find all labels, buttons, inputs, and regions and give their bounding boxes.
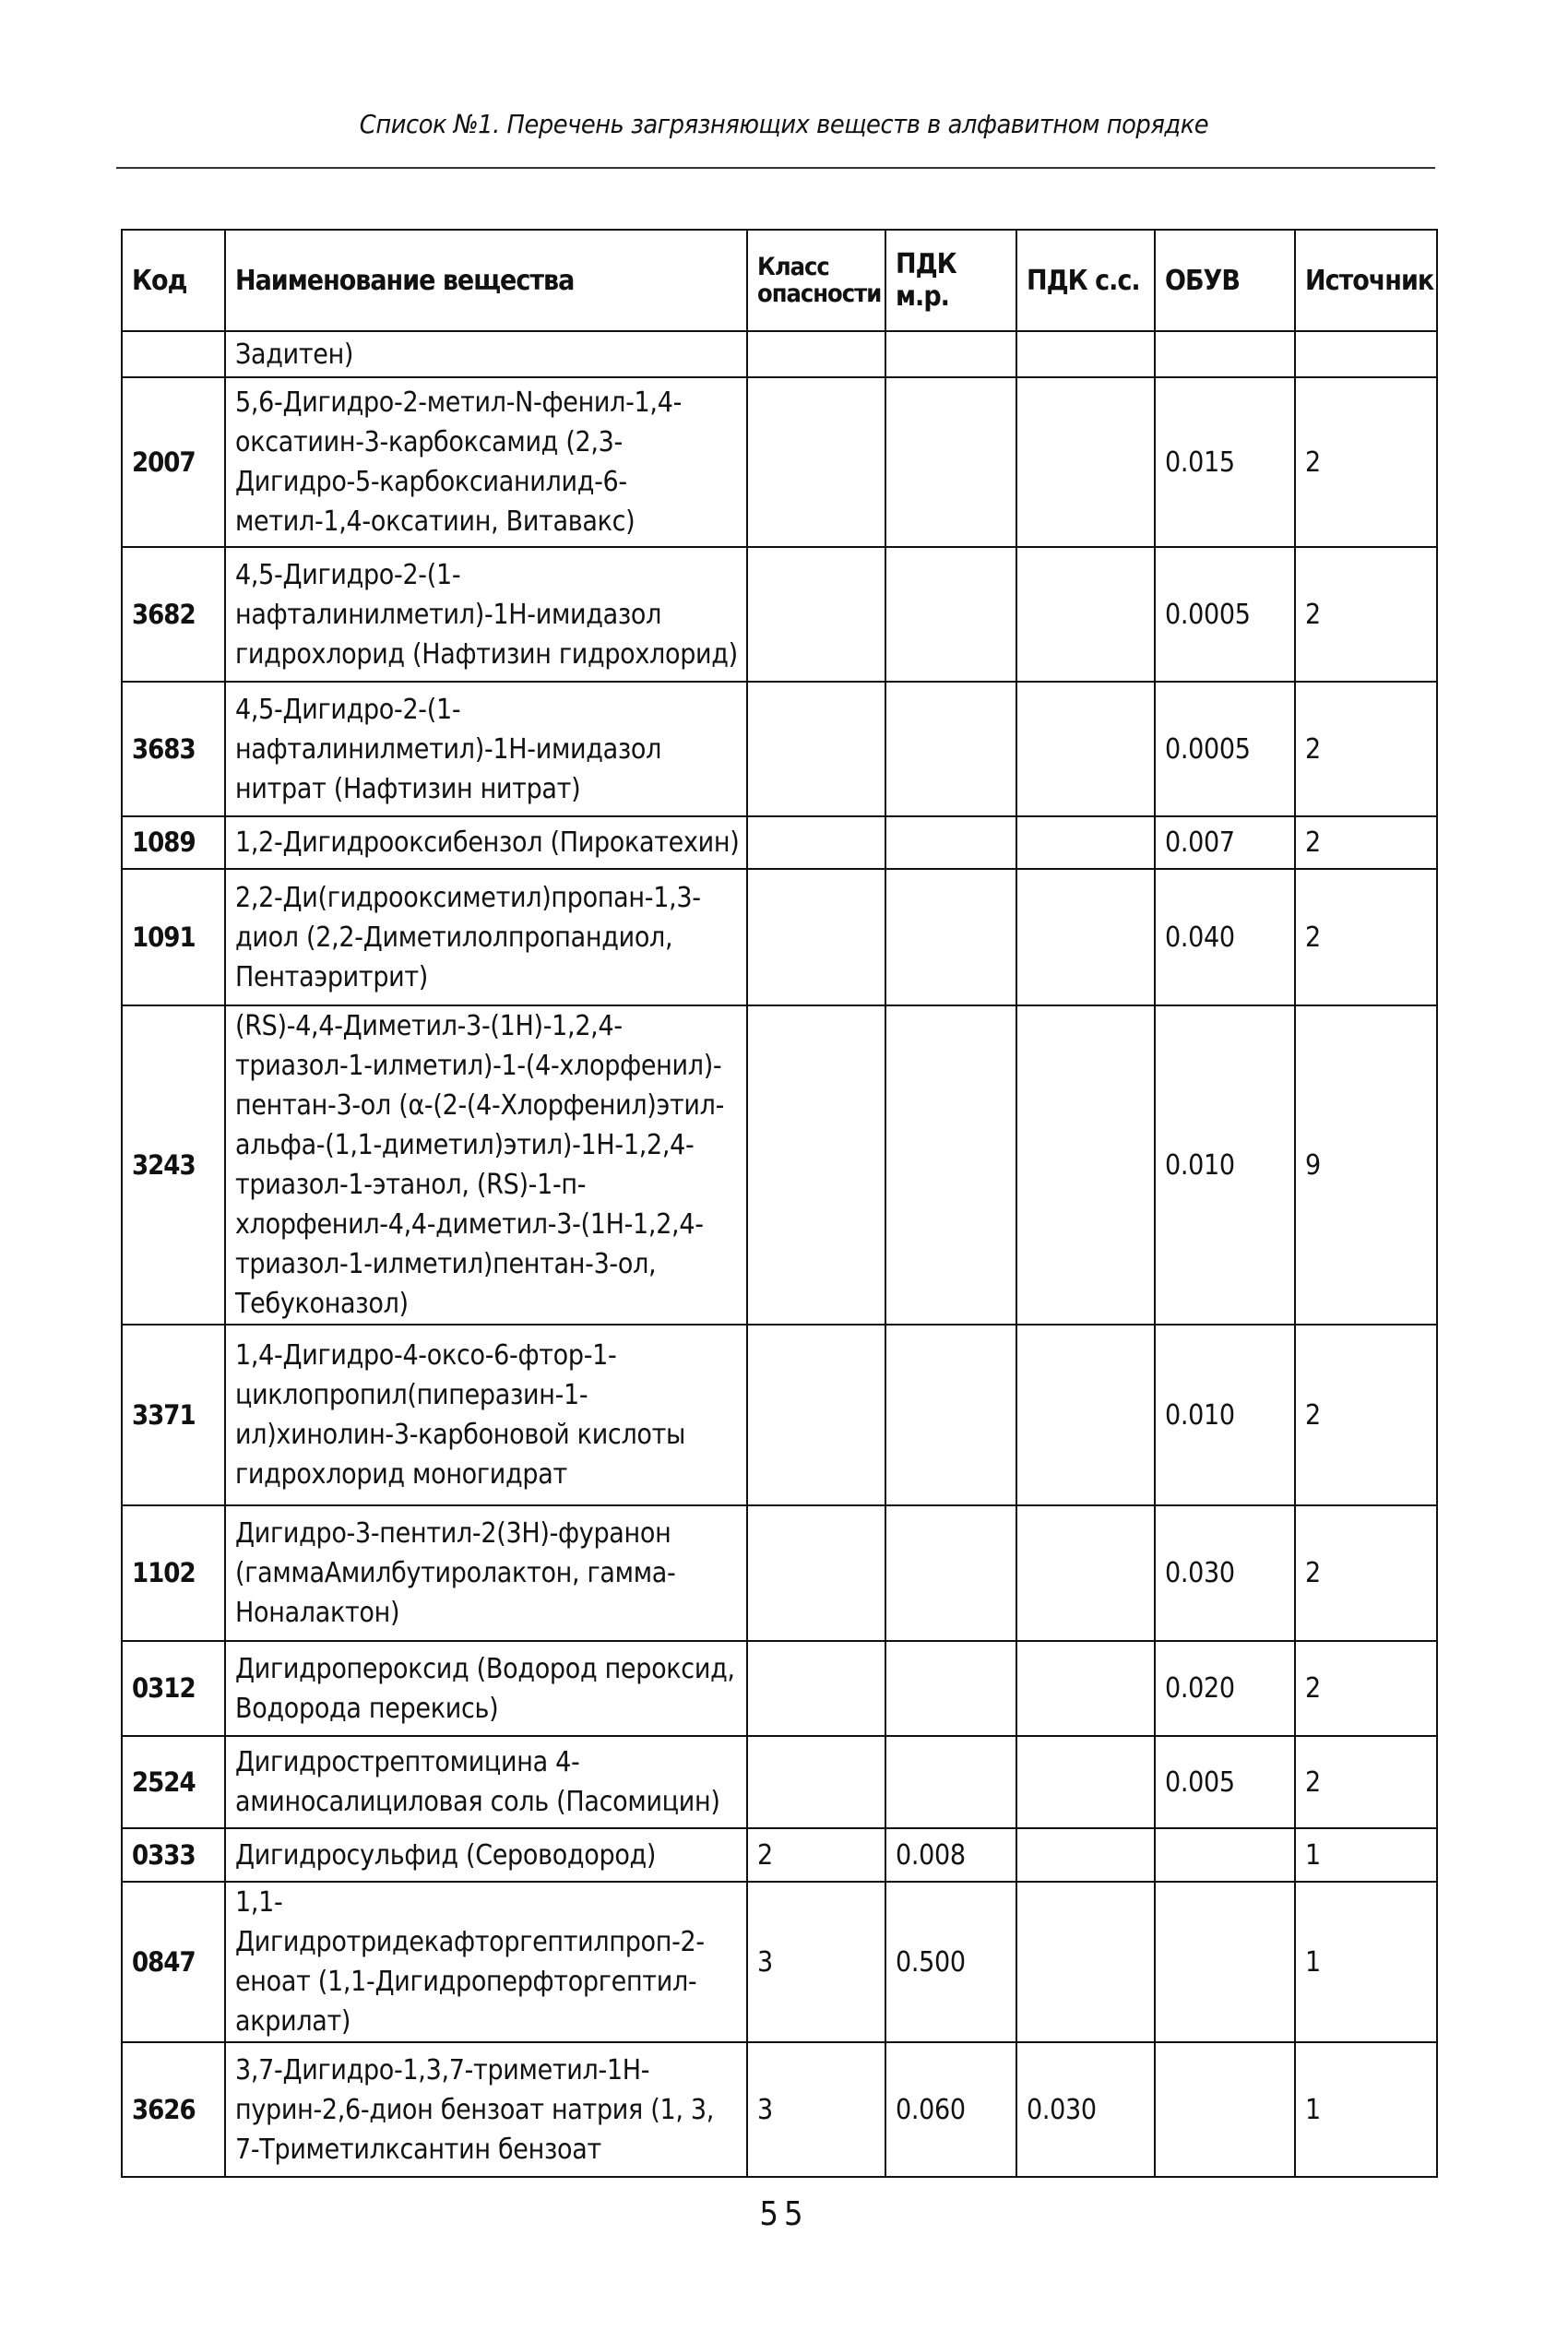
table-row xyxy=(122,1325,1437,1505)
row-source: 1 xyxy=(1295,1828,1437,1882)
row-code: 2524 xyxy=(122,1736,225,1828)
row-code: 0847 xyxy=(122,1882,225,2042)
row-pdk-ss xyxy=(1016,547,1155,682)
table-row xyxy=(122,1736,1437,1828)
row-pdk-ss xyxy=(1016,1736,1155,1828)
table-row xyxy=(122,1005,1437,1325)
row-class xyxy=(747,816,885,869)
table-row xyxy=(122,816,1437,869)
row-source: 2 xyxy=(1295,816,1437,869)
col-header-code: Код xyxy=(122,230,225,331)
row-source: 2 xyxy=(1295,1736,1437,1828)
row-class xyxy=(747,331,885,377)
row-code: 2007 xyxy=(122,377,225,547)
row-pdk-mr xyxy=(885,816,1016,869)
row-class: 3 xyxy=(747,2042,885,2177)
row-obuv xyxy=(1155,1882,1295,2042)
col-header-obuv: ОБУВ xyxy=(1155,230,1295,331)
row-name: Дигидро-3-пентил-2(3Н)-фуранон (гаммаАмилбутиролактон, гамма-Ноналактон) xyxy=(225,1505,747,1641)
row-obuv: 0.015 xyxy=(1155,377,1295,547)
row-class: 2 xyxy=(747,1828,885,1882)
row-pdk-ss xyxy=(1016,816,1155,869)
row-name: 3,7-Дигидро-1,3,7-триметил-1Н-пурин-2,6-дион бензоат натрия (1, 3, 7-Триметилксантин бензоат xyxy=(225,2042,747,2177)
row-class xyxy=(747,1325,885,1505)
row-class xyxy=(747,1005,885,1325)
header-rule xyxy=(116,167,1435,169)
row-source: 2 xyxy=(1295,869,1437,1005)
row-source: 2 xyxy=(1295,547,1437,682)
row-pdk-mr xyxy=(885,1641,1016,1736)
row-class: 3 xyxy=(747,1882,885,2042)
row-code xyxy=(122,331,225,377)
row-obuv: 0.010 xyxy=(1155,1005,1295,1325)
row-name: 1,4-Дигидро-4-оксо-6-фтор-1-циклопропил(пиперазин-1-ил)хинолин-3-карбоновой кислоты гидрохлорид моногидрат xyxy=(225,1325,747,1505)
row-pdk-ss xyxy=(1016,331,1155,377)
col-header-class xyxy=(747,230,885,331)
row-obuv: 0.030 xyxy=(1155,1505,1295,1641)
row-source: 2 xyxy=(1295,1505,1437,1641)
row-name: (RS)-4,4-Диметил-3-(1Н)-1,2,4-триазол-1-илметил)-1-(4-хлорфенил)-пентан-3-ол (α-(2-(4-Хлорфенил)этил-альфа-(1,1-диметил)этил)-1Н-1,2,4-триазол-1-этанол, (RS)-1-п-хлорфенил-4,4-диметил-3-(1Н-1,2,4-триазол-1-илметил)пентан-3-ол, Тебуконазол) xyxy=(225,1005,747,1325)
table-row xyxy=(122,869,1437,1005)
row-source: 2 xyxy=(1295,1641,1437,1736)
row-name: 1,2-Дигидрооксибензол (Пирокатехин) xyxy=(225,816,747,869)
row-obuv: 0.005 xyxy=(1155,1736,1295,1828)
row-code: 3683 xyxy=(122,682,225,816)
row-name: 2,2-Ди(гидрооксиметил)пропан-1,3-диол (2,2-Диметилолпропандиол, Пентаэритрит) xyxy=(225,869,747,1005)
row-class xyxy=(747,682,885,816)
table-row xyxy=(122,547,1437,682)
row-code: 3371 xyxy=(122,1325,225,1505)
row-source: 2 xyxy=(1295,377,1437,547)
table-row xyxy=(122,331,1437,377)
table-row xyxy=(122,1505,1437,1641)
row-name: Дигидрострептомицина 4-аминосалициловая соль (Пасомицин) xyxy=(225,1736,747,1828)
row-pdk-mr xyxy=(885,869,1016,1005)
row-code: 1089 xyxy=(122,816,225,869)
row-name: Дигидропероксид (Водород пероксид, Водорода перекись) xyxy=(225,1641,747,1736)
row-obuv: 0.040 xyxy=(1155,869,1295,1005)
table-header-row xyxy=(122,230,1437,331)
row-pdk-mr xyxy=(885,1325,1016,1505)
table-row xyxy=(122,377,1437,547)
row-pdk-mr: 0.008 xyxy=(885,1828,1016,1882)
row-pdk-mr xyxy=(885,1505,1016,1641)
col-header-pdk-mr: ПДК м.р. xyxy=(885,230,1016,331)
row-code: 0333 xyxy=(122,1828,225,1882)
row-code: 3682 xyxy=(122,547,225,682)
row-code: 3626 xyxy=(122,2042,225,2177)
row-pdk-mr xyxy=(885,1005,1016,1325)
table-row xyxy=(122,1828,1437,1882)
row-pdk-ss: 0.030 xyxy=(1016,2042,1155,2177)
row-code: 1102 xyxy=(122,1505,225,1641)
row-class xyxy=(747,1736,885,1828)
table-row xyxy=(122,1882,1437,2042)
row-obuv xyxy=(1155,2042,1295,2177)
col-header-class-line1: Класс xyxy=(757,253,829,281)
row-name: 5,6-Дигидро-2-метил-N-фенил-1,4-оксатиин-3-карбоксамид (2,3-Дигидро-5-карбоксианилид-6-метил-1,4-оксатиин, Витавакс) xyxy=(225,377,747,547)
row-source xyxy=(1295,331,1437,377)
row-pdk-ss xyxy=(1016,1828,1155,1882)
row-class xyxy=(747,869,885,1005)
row-name: 4,5-Дигидро-2-(1-нафталинилметил)-1Н-имидазол гидрохлорид (Нафтизин гидрохлорид) xyxy=(225,547,747,682)
row-pdk-ss xyxy=(1016,869,1155,1005)
row-obuv: 0.0005 xyxy=(1155,682,1295,816)
table-row xyxy=(122,1641,1437,1736)
row-source: 2 xyxy=(1295,682,1437,816)
row-source: 9 xyxy=(1295,1005,1437,1325)
row-pdk-ss xyxy=(1016,1005,1155,1325)
row-obuv xyxy=(1155,1828,1295,1882)
row-pdk-mr xyxy=(885,682,1016,816)
row-class xyxy=(747,1505,885,1641)
row-obuv: 0.010 xyxy=(1155,1325,1295,1505)
row-source: 1 xyxy=(1295,1882,1437,2042)
row-pdk-mr xyxy=(885,331,1016,377)
row-code: 1091 xyxy=(122,869,225,1005)
row-name: 1,1-Дигидротридекафторгептилпроп-2-еноат (1,1-Дигидроперфторгептил-акрилат) xyxy=(225,1882,747,2042)
row-source: 1 xyxy=(1295,2042,1437,2177)
row-name: Дигидросульфид (Сероводород) xyxy=(225,1828,747,1882)
col-header-name: Наименование вещества xyxy=(225,230,747,331)
row-class xyxy=(747,377,885,547)
row-pdk-ss xyxy=(1016,1325,1155,1505)
row-pdk-ss xyxy=(1016,377,1155,547)
row-source: 2 xyxy=(1295,1325,1437,1505)
row-pdk-mr xyxy=(885,377,1016,547)
table-row xyxy=(122,682,1437,816)
row-pdk-ss xyxy=(1016,1505,1155,1641)
page-header: Список №1. Перечень загрязняющих веществ в алфавитном порядке xyxy=(359,109,1209,139)
substances-table xyxy=(121,229,1438,2178)
table-row xyxy=(122,2042,1437,2177)
row-class xyxy=(747,547,885,682)
col-header-pdk-ss: ПДК с.с. xyxy=(1016,230,1155,331)
row-pdk-mr: 0.500 xyxy=(885,1882,1016,2042)
row-pdk-mr xyxy=(885,547,1016,682)
row-code: 0312 xyxy=(122,1641,225,1736)
row-pdk-mr xyxy=(885,1736,1016,1828)
row-obuv: 0.007 xyxy=(1155,816,1295,869)
row-pdk-mr: 0.060 xyxy=(885,2042,1016,2177)
row-pdk-ss xyxy=(1016,1882,1155,2042)
col-header-source: Источник xyxy=(1295,230,1437,331)
row-name: Задитен) xyxy=(225,331,747,377)
row-obuv xyxy=(1155,331,1295,377)
row-pdk-ss xyxy=(1016,1641,1155,1736)
row-obuv: 0.0005 xyxy=(1155,547,1295,682)
row-pdk-ss xyxy=(1016,682,1155,816)
row-obuv: 0.020 xyxy=(1155,1641,1295,1736)
col-header-class-line2: опасности xyxy=(757,279,882,308)
page-number: 55 xyxy=(759,2195,809,2233)
row-name: 4,5-Дигидро-2-(1-нафталинилметил)-1Н-имидазол нитрат (Нафтизин нитрат) xyxy=(225,682,747,816)
row-class xyxy=(747,1641,885,1736)
row-code: 3243 xyxy=(122,1005,225,1325)
